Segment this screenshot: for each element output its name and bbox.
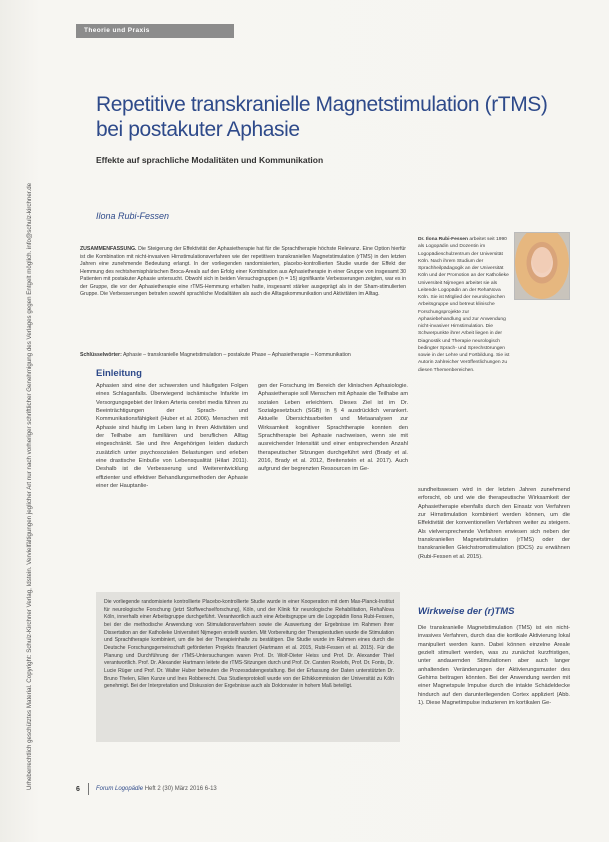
- study-info-text: Die vorliegende randomisierte kontrollierte Placebo-kontrollierte Studie wurde in einer Kooperation mit dem Max-Planck-Institut für neurologische Forschung (jetzt Stoffwechselforschung), Köln, und der Klinik für neurologische Rehabilitation, RehaNova Köln, innerhalb einer Arbeitsgruppe durchgeführt. Verantwortlich auch eine Arbeitsgruppe um die Logopädin Ilona Rubi-Fessen, bei der die methodische Anwendung von Stimulationsverfahren sowie die Auswertung der Ergebnisse im Rahmen ihrer Dissertation an der Katholieke Universiteit Nijmegen erstellt wurden. Mit Vorbereitung der Therapiestudien wurde die Stimulation und Sprachtherapie kombiniert, um die bei der Therapieinhalte zu bestätigen. Die Studie wurde im Rahmen eines durch die Deutsche Forschungsgemeinschaft geförderten Projekts finanziert (Hartmann et al. 2015, Rubi-Fessen et al. 2015). Für die Planung und Durchführung der rTMS-Untersuchungen waren Prof. Dr. Wolf-Dieter Heiss und Prof. Dr. Alexander Thiel verantwortlich. Prof. Dr. Alexander Hartmann leitete die rTMS-Sitzungen durch und Prof. Dr. Carsten Roelofs, Prof. Dr. Fonts, Dr. Lucie Rüger und Prof. Dr. Walter Huber betreuten die Prozessdatengestaltung. Bei der Erfassung der Daten unterstützten Dr. Bruno Thelen, Ellen Kunze und Ines Robberecht. Das Studienprotokoll wurde von der Ethikkommission der Universität zu Köln genehmigt. Bei der Interpretation und Diskussion der Ergebnisse auch als Doktorvater in hohem Maß beteiligt.: [104, 599, 394, 690]
- wirkweise-text: Die transkranielle Magnetstimulation (TMS) ist ein nicht-invasives Verfahren, durch das die kortikale Aktivierung lokal manipuliert werden kann. Dabei können einzelne Areale gezielt stimuliert werden, was zu zunächst kurzfristigen, unter andauernden Stimulationen aber auch langer anhaltenden Veränderungen der Aktivierungsmuster des Gehirns beitragen könnten. Bei der Anwendung werden mit einer Magnetspule Impulse durch die intakte Schädeldecke hindurch auf den darunterliegenden Cortex appliziert (Abb. 1). Diese Magnetimpulse induzieren im kortikalen Ge-: [418, 625, 570, 707]
- journal-details: Heft 2 (30) März 2016 6-13: [144, 786, 217, 792]
- keywords-label: Schlüsselwörter:: [80, 352, 122, 358]
- article-title: Repetitive transkranielle Magnetstimulation (rTMS) bei postakuter Aphasie: [96, 93, 548, 141]
- keywords: [80, 352, 410, 359]
- abstract: [80, 246, 406, 299]
- copyright-notice: [26, 70, 40, 790]
- einleitung-column-2: gen der Forschung im Bereich der klinischen Aphasiologie. Aphasietherapie soll Menschen mit Aphasie die Teilhabe am sozialen Leben erleichtern. Dieses Ziel ist im Dr. Sozialgesetzbuch (SGB) in § 4 ausdrücklich verankert. Aktuelle Übersichtsarbeiten und Metaanalysen zur Wirksamkeit kognitiver Sprachtherapie konnten den Sprachtherapie bei Aphasie nachweisen, wenn sie mit ausreichender Intensität und einer entsprechenden Anzahl therapeutischer Sitzungen durchgeführt wird (Brady et al. 2016, Brady et al. 2012, Breitenstein et al. 2017). Auch aufgrund der begrenzten Ressourcen im Ge-: [258, 383, 408, 473]
- author-bio: [418, 236, 510, 374]
- journal-name: Forum Logopädie: [96, 786, 144, 792]
- author-photo: [514, 232, 570, 300]
- copyright-notice-text: Urheberrechtlich geschütztes Material. Copyright: Schulz-Kirchner Verlag, Idstein. Vervielfältigungen jeglicher Art nur nach vorheriger schriftlicher Genehmigung des Verlages gegen Entgelt möglich. info@schulz-kirchner.de: [26, 182, 33, 790]
- article-author: Ilona Rubi-Fessen: [96, 211, 170, 221]
- footer-divider: [88, 783, 89, 795]
- keywords-text: Aphasie – transkranielle Magnetstimulation – postakute Phase – Aphasietherapie – Kommunikation: [121, 352, 351, 358]
- journal-reference: [96, 786, 217, 792]
- abstract-label: ZUSAMMENFASSUNG.: [80, 246, 137, 252]
- heading-einleitung: Einleitung: [96, 368, 142, 379]
- einleitung-column-3: sundheitswesen wird in der letzten Jahren zunehmend erforscht, ob und wie die therapeutische Wirksamkeit der Aphasietherapie ebenfalls durch den Einsatz von Verfahren zur Hirnstimulation kombiniert werden können, um die Effektivität der konventionellen Verfahren weiter zu steigern. Als vielversprechende Verfahren erwiesen sich neben der transkraniellen Magnetstimulation (rTMS) oder der transkraniellen Gleichstromstimulation (tDCS) zu erwähnen (Rubi-Fessen et al. 2015).: [418, 487, 570, 560]
- author-bio-name: Dr. Ilona Rubi-Fessen: [418, 237, 469, 242]
- section-label: Theorie und Praxis: [76, 24, 234, 38]
- heading-wirkweise: Wirkweise der (r)TMS: [418, 606, 515, 617]
- einleitung-column-1: Aphasien sind eine der schwersten und häufigsten Folgen eines Schlaganfalls. Überwiegend ischämische Infarkte im Versorgungsgebiet der linken Arteria cerebri media führen zu Beeinträchtigungen der Sprach- und Kommunikationsfähigkeit (Huber et al. 2006). Menschen mit Aphasie sind häufig im Leben lang in ihren Aktivitäten und der Teilhabe am familiären und beruflichen Alltag eingeschränkt. Sie und ihre Angehörigen leiden dadurch zusätzlich unter psychosozialen Belastungen und erleben eine drastische Einbuße von Lebensqualität (Hilari 2011). Deshalb ist die Verbesserung und Weiterentwicklung effizienter und effektiver Behandlungsmethoden der Aphasie einer der Hauptanlie-: [96, 383, 248, 490]
- article-subtitle: Effekte auf sprachliche Modalitäten und Kommunikation: [96, 155, 324, 165]
- page-number: 6: [76, 786, 80, 793]
- author-bio-text: arbeitet seit 1990 als Logopädin und Dozentin im Logopädieschulzentrum der Universität Köln. Nach ihrem Studium der Sprachheilpädagogik an der Universität Köln und der Promotion an der Katholieke Universiteit Nijmegen arbeitet sie als Leitende Logopädin an der RehaNova Köln. Sie ist Mitglied der neurologischen Arbeitsgruppe und betreut klinische Forschungsprojekte zur Aphasiebehandlung und zur Anwendung nicht-invasiver Hirnstimulation. Die Schwerpunkte ihrer Arbeit liegen in der Diagnostik und Therapie neurologisch bedingter Sprach- und Sprechstörungen sowie in der Lehre und Fortbildung. Sie ist Autorin zahlreicher Veröffentlichungen zu diesen Themenbereichen.: [418, 237, 510, 373]
- abstract-text: Die Steigerung der Effektivität der Aphasietherapie hat für die Sprachtherapie höchste Relevanz. Eine Option hierfür ist die Kombination mit nicht-invasiven Hirnstimulationsverfahren wie der repetitiven transkraniellen Magnetstimulation (rTMS) in den letzten Jahren eine zunehmende Bedeutung erlangt. In der vorliegenden randomisierten, placebo-kontrollierten Studie wurde der Effekt der Hemmung des rechtshemisphärischen Broca-Areals auf den Erfolg einer Kombination aus Aphasietherapie in einer Gruppe von insgesamt 30 Patienten mit postakuter Aphasie untersucht. Obwohl sich in beiden Versuchsgruppen (n = 15) signifikante Verbesserungen zeigten, war es in der Gruppe, die vor der Aphasietherapie eine rTMS-Hemmung erhalten hatte, insgesamt stärker ausgeprägt als in der Sham-stimulierten Gruppe. Die Verbesserungen betrafen sowohl sprachliche Modalitäten als auch die Alltagskommunikation und Aktivitäten im Alltag.: [80, 246, 406, 298]
